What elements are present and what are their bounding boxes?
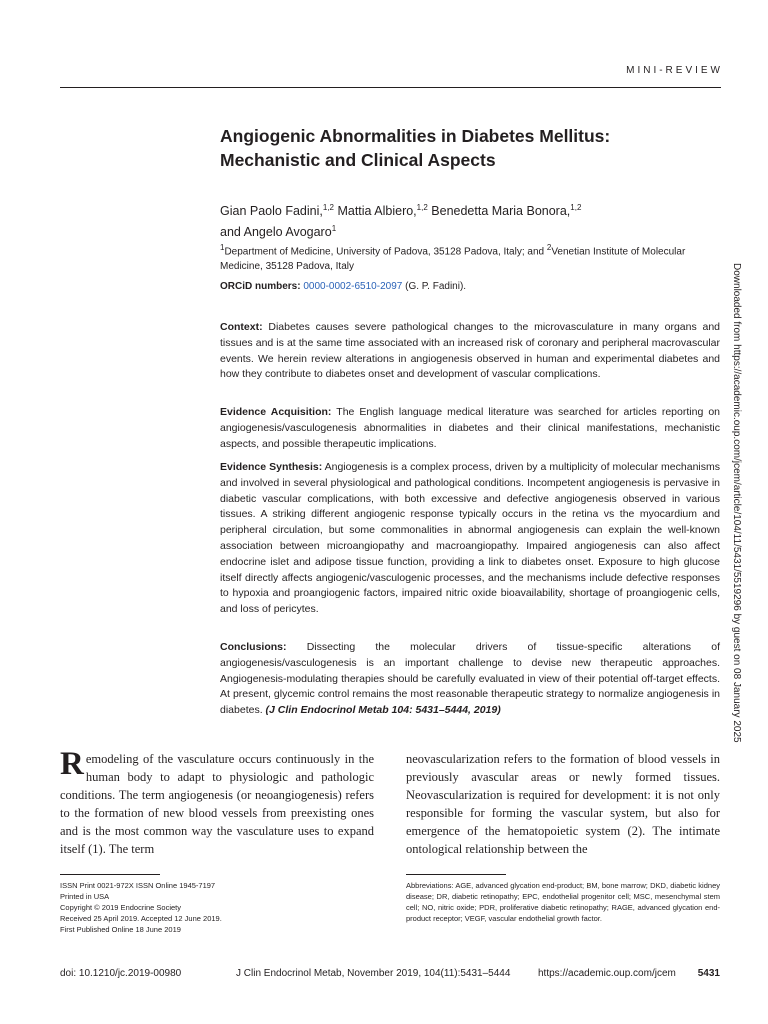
context-text: Diabetes causes severe pathological changes to the microvasculature in many organs and tissues and is at the same time associated with an increased risk of coronary and peripheral macrovascular events. We herein review alterations in angiogenesis observed in human and experimental diabetes and how they contribute to diabetes onset and development of vascular complications. xyxy=(220,321,720,381)
section-label: MINI-REVIEW xyxy=(626,65,723,76)
page-number: 5431 xyxy=(697,968,720,979)
body-text: emodeling of the vasculature occurs continuously in the human body to adapt to physiologic and pathologic conditions. The term angiogenesis (or neoangiogenesis) refers to the formation of new blood vessels from preexisting ones and is the most common way the vasculature uses to expand itself (1). The term xyxy=(60,752,374,856)
journal-citation: J Clin Endocrinol Metab, November 2019, 104(11):5431–5444 xyxy=(236,968,511,979)
body-text: neovascularization refers to the formation of blood vessels in previously avascular areas or newly formed tissues. Neovascularization is required for development: it is not only responsible for forming the vascular system, but also for emergence of the hematopoietic system (2). The intimate ontological relationship between the xyxy=(406,752,720,856)
author-name: Gian Paolo Fadini, xyxy=(220,204,323,219)
author-affil-sup: 1,2 xyxy=(416,203,428,212)
abstract-evidence-acquisition xyxy=(220,405,720,452)
journal-url[interactable]: https://academic.oup.com/jcem xyxy=(538,968,676,979)
orcid-line xyxy=(220,279,466,294)
footnote-rule xyxy=(406,874,506,875)
abstract-conclusions xyxy=(220,640,720,719)
evidence-acquisition-label: Evidence Acquisition: xyxy=(220,406,332,418)
copyright-line: Copyright © 2019 Endocrine Society xyxy=(60,903,182,912)
publication-info xyxy=(60,880,380,935)
published-line: First Published Online 18 June 2019 xyxy=(60,925,181,934)
abstract-context xyxy=(220,320,720,383)
affiliations xyxy=(220,240,720,274)
abstract-citation: (J Clin Endocrinol Metab 104: 5431–5444, 2019) xyxy=(265,704,501,717)
orcid-owner: (G. P. Fadini). xyxy=(405,281,467,292)
issn-line: ISSN Print 0021-972X ISSN Online 1945-7197 xyxy=(60,881,216,890)
affil-sup: 2 xyxy=(546,243,552,252)
evidence-synthesis-label: Evidence Synthesis: xyxy=(220,461,323,473)
header-rule xyxy=(60,87,721,88)
article-title: Angiogenic Abnormalities in Diabetes Mellitus: Mechanistic and Clinical Aspects xyxy=(220,126,611,170)
affil-text: Venetian Institute of Molecular Medicine, 35128 Padova, Italy xyxy=(220,246,686,273)
body-column-right xyxy=(406,750,720,858)
orcid-label: ORCiD numbers: xyxy=(220,281,301,292)
author-affil-sup: 1,2 xyxy=(322,203,334,212)
evidence-synthesis-text: Angiogenesis is a complex process, driven by a multiplicity of molecular mechanisms and involved in several physiological and pathological conditions. Incompetent angiogenesis is pervasive in diabetic vascular complications, with both excessive and defective angiogenesis observed in various tissues. A striking different angiogenic response typically occurs in the retina vs the myocardium and peripheral circulation, but some commonalities in abnormal angiogenesis can explain the well-known association between microangiopathy and macroangiopathy. Impaired angiogenesis can also affect endocrine islet and adipose tissue function, providing a link to diabetes onset. Exposure to high glucose itself directly affects angiogenic/vasculogenic processes, and the mechanisms include defective responses to hypoxia and proangiogenic factors, impaired nitric oxide bioavailability, shortage of proangiogenic cells, and loss of pericytes. xyxy=(220,461,720,616)
affil-sup: 1 xyxy=(220,243,225,252)
context-label: Context: xyxy=(220,321,263,333)
evidence-acquisition-text: The English language medical literature was searched for articles reporting on angiogenesis/vasculogenesis abnormalities in diabetes and their clinical manifestations, mechanistic aspects, and possible therapeutic implications. xyxy=(220,406,721,450)
abstract-evidence-synthesis xyxy=(220,460,720,618)
author-name: Benedetta Maria Bonora, xyxy=(431,204,571,219)
author-affil-sup: 1,2 xyxy=(570,203,582,212)
download-notice: Downloaded from https://academic.oup.com/jcem/article/104/11/5431/5519296 by guest on 08 January 2025 xyxy=(731,263,742,743)
abbreviations-footnote: Abbreviations: AGE, advanced glycation end-product; BM, bone marrow; DKD, diabetic kidney disease; DR, diabetic retinopathy; EPC, endothelial progenitor cell; MSC, mesenchymal stem cell; NO, nitric oxide; PDR, proliferative diabetic retinopathy; RAGE, advanced glycation end-product receptor; VEGF, vascular endothelial growth factor. xyxy=(406,881,720,923)
author-name: and Angelo Avogaro xyxy=(220,225,332,240)
author-name: Mattia Albiero, xyxy=(337,204,417,219)
doi[interactable]: doi: 10.1210/jc.2019-00980 xyxy=(60,968,182,979)
author-affil-sup: 1 xyxy=(331,224,337,234)
footnote-rule xyxy=(60,874,160,875)
affil-text: Department of Medicine, University of Padova, 35128 Padova, Italy; and xyxy=(224,246,547,258)
conclusions-label: Conclusions: xyxy=(220,641,287,653)
orcid-link[interactable]: 0000-0002-6510-2097 xyxy=(303,281,403,292)
author-list xyxy=(220,199,700,241)
conclusions-text: Dissecting the molecular drivers of tissue-specific alterations of angiogenesis/vasculogenesis is an important challenge to devise new therapeutic approaches. Angiogenesis-modulating therapies should be carefully evaluated in view of their potential off-target effects. At present, glycemic control remains the most reasonable therapeutic strategy to normalize angiogenesis in diabetes. xyxy=(220,641,721,717)
body-column-left xyxy=(60,746,374,858)
printed-line: Printed in USA xyxy=(60,892,110,901)
received-line: Received 25 April 2019. Accepted 12 June 2019. xyxy=(60,914,222,923)
drop-cap: R xyxy=(60,746,84,782)
